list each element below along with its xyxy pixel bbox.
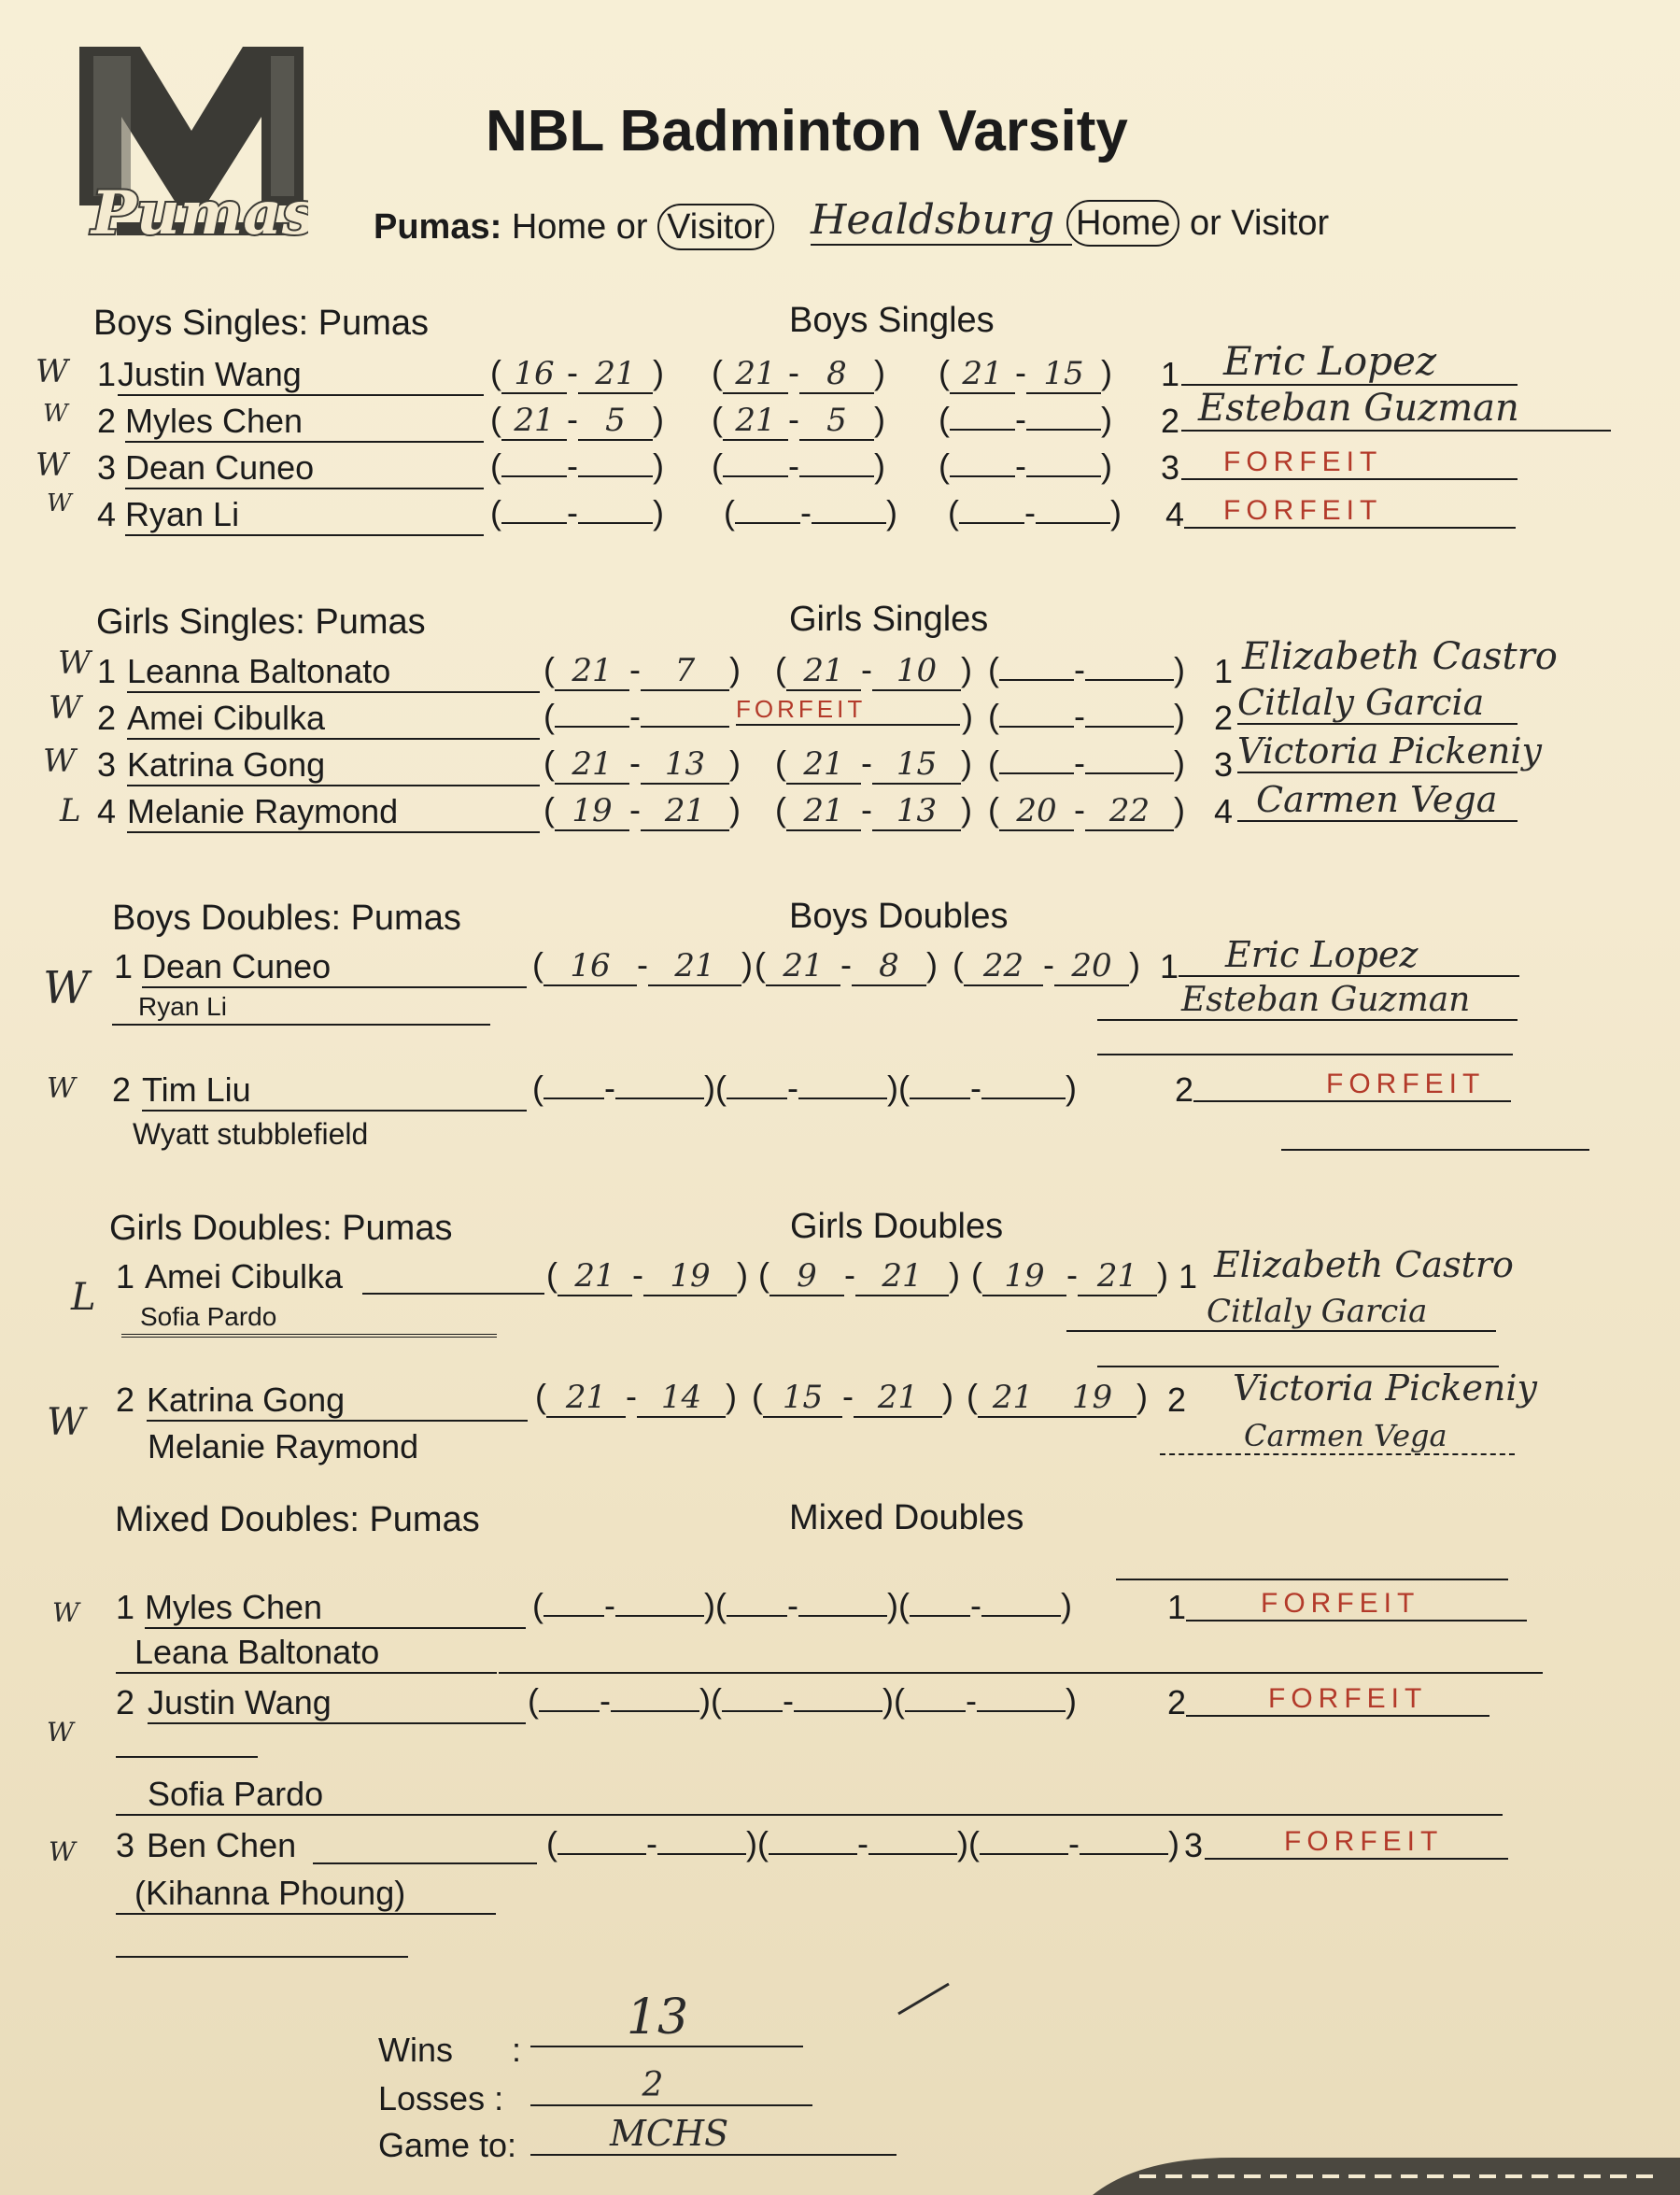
header-right xyxy=(1066,204,1329,244)
row-number: 2 xyxy=(97,699,117,737)
opponent-player: Citlaly Garcia xyxy=(1237,682,1518,725)
score-cell: 8 xyxy=(799,355,874,394)
game-to-label: Game to: xyxy=(378,2126,517,2164)
boys-singles-opp-heading: Boys Singles xyxy=(789,301,995,340)
opponent-forfeit: FORFEIT xyxy=(1184,495,1516,529)
game-1-score: ( 21 - 13 ) xyxy=(544,743,741,783)
girls-doubles-heading: Girls Doubles: Pumas xyxy=(109,1209,453,1248)
score-cell: 15 xyxy=(872,745,961,785)
game-1-score: ( 16 - 21 ) xyxy=(490,353,664,392)
result-mark: W xyxy=(43,743,76,780)
score-cell: 21 xyxy=(723,402,788,441)
score-cell: 21 xyxy=(648,947,741,986)
score-cell: 16 xyxy=(501,355,567,394)
result-mark: W xyxy=(43,962,90,1014)
game-1-score: ( - xyxy=(544,697,729,736)
name-line xyxy=(362,1293,544,1295)
puma-player-2: Ryan Li xyxy=(138,992,227,1021)
row-number: 4 xyxy=(97,495,117,533)
score-cell xyxy=(615,1615,704,1617)
puma-player-2: Melanie Raymond xyxy=(148,1427,419,1466)
score-cell: 13 xyxy=(872,792,961,831)
score-cell: 21 xyxy=(786,745,861,785)
score-cell xyxy=(798,1098,887,1099)
game-1-score: ( - )( - )( - ) xyxy=(532,1069,1077,1107)
game-2-score: ( 21 - 8 ) xyxy=(755,945,938,984)
opp-line xyxy=(1097,1054,1513,1055)
score-cell xyxy=(799,475,874,477)
score-cell: 13 xyxy=(641,745,729,785)
score-cell xyxy=(1026,429,1101,431)
puma-player-1: Tim Liu xyxy=(142,1070,527,1112)
score-cell xyxy=(578,475,653,477)
puma-player: Katrina Gong xyxy=(127,745,540,786)
result-mark: W xyxy=(43,400,68,428)
boys-doubles-heading: Boys Doubles: Pumas xyxy=(112,899,461,938)
opponent-forfeit: FORFEIT xyxy=(1186,1588,1527,1621)
result-mark: W xyxy=(35,353,68,390)
result-mark: W xyxy=(52,1597,79,1628)
wins-value: 13 xyxy=(530,1990,803,2047)
score-cell xyxy=(769,1853,857,1855)
game-3-score: ( - ) xyxy=(939,400,1112,438)
game-3-score: ( - ) xyxy=(988,743,1185,782)
opponent-player: Victoria Pickeniy xyxy=(1237,730,1543,772)
name-line xyxy=(313,1862,537,1864)
game-3-score: ( 21 19 ) xyxy=(967,1377,1148,1416)
game-1-score: ( 21 - 14 ) xyxy=(535,1377,737,1416)
opponent-player: Carmen Vega xyxy=(1237,779,1518,822)
result-mark: W xyxy=(35,446,68,484)
game-3-score: ( - ) xyxy=(988,650,1185,688)
opponent-player-1: Eric Lopez xyxy=(1179,934,1519,977)
score-cell: 19 xyxy=(643,1257,737,1296)
opp-number: 2 xyxy=(1167,1683,1187,1721)
game-1-score: ( 21 - 19 ) xyxy=(546,1255,748,1295)
puma-player: Leanna Baltonato xyxy=(127,652,540,693)
game-2-score: ) xyxy=(962,697,973,735)
game-3-score: ( 22 - 20 ) xyxy=(953,945,1140,984)
wins-label: Wins xyxy=(378,2031,453,2069)
score-cell: 21 xyxy=(501,402,567,441)
opp-number: 4 xyxy=(1165,495,1185,533)
opp-number: 3 xyxy=(1184,1826,1204,1864)
score-cell: 21 xyxy=(786,652,861,691)
score-cell: 21 xyxy=(855,1257,949,1296)
mixed-doubles-heading: Mixed Doubles: Pumas xyxy=(115,1500,480,1539)
game-1-score: ( - ) xyxy=(490,493,664,531)
opponent-player: Elizabeth Castro xyxy=(1242,635,1558,678)
score-cell: 21 xyxy=(854,1379,942,1418)
partner-line xyxy=(121,1334,497,1338)
row-number: 1 xyxy=(116,1257,135,1296)
score-cell: 9 xyxy=(769,1257,844,1296)
game-to-value: MCHS xyxy=(530,2113,896,2156)
result-mark: W xyxy=(47,1072,76,1105)
score-cell: 10 xyxy=(872,652,961,691)
opp-number: 2 xyxy=(1167,1381,1187,1419)
puma-player: Dean Cuneo xyxy=(125,448,484,489)
opponent-player-2: Esteban Guzman xyxy=(1097,981,1518,1021)
game-2-score: ( - ) xyxy=(712,446,885,485)
puma-player-2: (Kihanna Phoung) xyxy=(116,1874,496,1915)
puma-player-1: Justin Wang xyxy=(148,1683,526,1724)
game-3-score: ( - ) xyxy=(948,493,1122,531)
score-cell: 15 xyxy=(763,1379,842,1418)
score-cell: 21 xyxy=(978,1379,1048,1418)
score-cell xyxy=(794,1710,882,1712)
game-2-score: ( 21 - 10 ) xyxy=(775,650,972,689)
score-cell xyxy=(1026,475,1101,477)
opp-number: 3 xyxy=(1214,745,1234,784)
pumas-label: Pumas: xyxy=(374,207,502,247)
puma-player: Myles Chen xyxy=(125,402,484,443)
row-number: 2 xyxy=(97,402,117,440)
score-cell xyxy=(615,1098,704,1099)
row-number: 3 xyxy=(97,448,117,487)
opponent-forfeit: FORFEIT xyxy=(1205,1826,1508,1860)
score-cell xyxy=(981,1615,1061,1617)
score-cell xyxy=(868,1853,957,1855)
pen-tick-mark xyxy=(896,1980,953,2018)
puma-player: Amei Cibulka xyxy=(127,699,540,740)
partner-line xyxy=(112,1024,490,1026)
game-scores: ( - )( - )( - ) xyxy=(546,1824,1179,1862)
visitor-circled: Visitor xyxy=(657,204,774,250)
result-mark: W xyxy=(47,1401,86,1444)
game-2-score: ( 9 - 21 ) xyxy=(758,1255,960,1295)
game-scores: ( - )( - )( - ) xyxy=(528,1681,1077,1720)
mixed-doubles-opp-heading: Mixed Doubles xyxy=(789,1498,1024,1537)
pumas-logo xyxy=(75,42,308,257)
opponent-school: Healdsburg xyxy=(811,196,1072,246)
score-cell xyxy=(727,1615,787,1617)
score-cell: 22 xyxy=(1085,792,1174,831)
game-2-score: ( 21 - 15 ) xyxy=(775,743,972,783)
score-cell xyxy=(558,1853,646,1855)
partner-line xyxy=(499,1672,1543,1674)
score-cell xyxy=(735,522,800,524)
score-cell: 21 xyxy=(578,355,653,394)
opp-number: 4 xyxy=(1214,792,1234,830)
score-cell xyxy=(1085,772,1174,774)
score-cell: 21 xyxy=(1078,1257,1157,1296)
score-cell xyxy=(544,1098,604,1099)
score-cell xyxy=(555,726,629,728)
opp-number: 2 xyxy=(1161,402,1180,440)
opp-number: 1 xyxy=(1161,355,1180,393)
score-cell: 21 xyxy=(641,792,729,831)
score-cell: 19 xyxy=(982,1257,1066,1296)
game-1-score: ( 19 - 21 ) xyxy=(544,790,741,829)
puma-player: Justin Wang xyxy=(118,355,484,396)
score-cell xyxy=(959,522,1024,524)
row-number: 2 xyxy=(116,1381,135,1419)
row-number: 1 xyxy=(97,652,117,690)
game-1-score: ( - ) xyxy=(490,446,664,485)
opp-number: 2 xyxy=(1214,699,1234,737)
result-mark: L xyxy=(71,1276,96,1319)
score-cell: 5 xyxy=(578,402,653,441)
game-3-score: ( - ) xyxy=(939,446,1112,485)
score-cell xyxy=(910,1098,970,1099)
score-cell xyxy=(723,475,788,477)
opp-number: 1 xyxy=(1179,1257,1198,1296)
score-cell xyxy=(1080,1853,1168,1855)
score-cell xyxy=(501,475,567,477)
opponent-player: Eric Lopez xyxy=(1181,338,1518,386)
row-number: 1 xyxy=(116,1588,135,1626)
score-cell xyxy=(798,1615,887,1617)
game-3-score: ( 19 - 21 ) xyxy=(971,1255,1168,1295)
opp-number: 1 xyxy=(1214,652,1234,690)
score-cell: 20 xyxy=(1054,947,1129,986)
opponent-player-2: Carmen Vega xyxy=(1160,1418,1515,1455)
game-2-score: ( 21 - 13 ) xyxy=(775,790,972,829)
score-cell xyxy=(999,772,1074,774)
row-number: 1 xyxy=(114,947,134,985)
score-cell xyxy=(999,726,1074,728)
score-cell: 21 xyxy=(558,1257,632,1296)
score-cell: 21 xyxy=(555,745,629,785)
opp-number: 1 xyxy=(1160,947,1179,985)
losses-value: 2 xyxy=(530,2066,812,2106)
game-2-score: ( - ) xyxy=(724,493,897,531)
wins-colon: : xyxy=(512,2031,522,2069)
girls-singles-heading: Girls Singles: Pumas xyxy=(96,602,426,642)
game-1-score: ( 21 - 7 ) xyxy=(544,650,741,689)
form-title: NBL Badminton Varsity xyxy=(486,99,1128,163)
home-or-label: Home or xyxy=(511,207,648,247)
result-mark: W xyxy=(58,644,91,682)
opponent-forfeit: FORFEIT xyxy=(1193,1069,1511,1102)
score-cell xyxy=(727,1098,787,1099)
score-cell: 22 xyxy=(964,947,1043,986)
opponent-player: Esteban Guzman xyxy=(1181,387,1611,432)
game-3-score: ( 21 - 15 ) xyxy=(939,353,1112,392)
puma-player-1: Katrina Gong xyxy=(147,1381,528,1422)
opp-line xyxy=(1281,1149,1589,1151)
puma-player-2: Sofia Pardo xyxy=(116,1775,1503,1816)
game-scores: ( - )( - )( - ) xyxy=(532,1586,1072,1624)
header-line xyxy=(374,207,774,248)
partner-line xyxy=(116,1956,408,1958)
puma-player-2: Wyatt stubblefield xyxy=(133,1117,369,1151)
home-circled: Home xyxy=(1066,200,1179,247)
girls-doubles-opp-heading: Girls Doubles xyxy=(790,1207,1004,1246)
puma-player-1: Dean Cuneo xyxy=(142,947,527,988)
result-mark: W xyxy=(49,689,81,727)
puma-player: Melanie Raymond xyxy=(127,792,540,833)
score-cell: 19 xyxy=(555,792,629,831)
score-cell: 14 xyxy=(637,1379,726,1418)
boys-doubles-opp-heading: Boys Doubles xyxy=(789,897,1009,936)
or-visitor-label: or Visitor xyxy=(1189,204,1330,243)
score-cell: 21 xyxy=(723,355,788,394)
row-number: 2 xyxy=(116,1683,135,1721)
opponent-player-2: Citlaly Garcia xyxy=(1066,1293,1496,1332)
forfeit-mark: FORFEIT xyxy=(736,695,960,726)
girls-singles-opp-heading: Girls Singles xyxy=(789,600,989,639)
score-cell: 21 xyxy=(555,652,629,691)
score-cell xyxy=(611,1710,699,1712)
score-cell xyxy=(1036,522,1110,524)
score-cell xyxy=(910,1615,970,1617)
score-cell xyxy=(977,1710,1066,1712)
puma-player-2: Leana Baltonato xyxy=(116,1633,497,1674)
losses-label: Losses : xyxy=(378,2079,504,2117)
score-cell: 20 xyxy=(999,792,1074,831)
score-cell xyxy=(981,1098,1066,1099)
score-cell xyxy=(578,522,653,524)
score-cell xyxy=(641,726,729,728)
row-number: 2 xyxy=(112,1070,132,1109)
opp-number: 3 xyxy=(1161,448,1180,487)
score-cell: 21 xyxy=(786,792,861,831)
puma-player-1: Myles Chen xyxy=(145,1588,526,1629)
svg-text:Pumas: Pumas xyxy=(92,178,308,248)
game-1-score: ( 21 - 5 ) xyxy=(490,400,664,439)
score-cell: 5 xyxy=(799,402,874,441)
opp-number: 2 xyxy=(1175,1070,1194,1109)
score-cell: 7 xyxy=(641,652,729,691)
score-cell xyxy=(1085,679,1174,681)
score-cell xyxy=(950,429,1015,431)
score-cell xyxy=(1085,726,1174,728)
score-cell xyxy=(501,522,567,524)
score-cell xyxy=(812,522,886,524)
puma-player-1: Ben Chen xyxy=(147,1826,297,1864)
score-cell xyxy=(950,475,1015,477)
opp-line xyxy=(1116,1579,1508,1580)
result-mark: W xyxy=(49,1836,76,1867)
score-cell xyxy=(980,1853,1068,1855)
opponent-player-1: Elizabeth Castro xyxy=(1214,1244,1514,1285)
score-cell: 21 xyxy=(950,355,1015,394)
score-cell xyxy=(657,1853,746,1855)
puma-player-2: Sofia Pardo xyxy=(140,1302,277,1331)
game-2-score: ( 21 - 8 ) xyxy=(712,353,885,392)
score-cell: 15 xyxy=(1026,355,1101,394)
game-2-score: ( 15 - 21 ) xyxy=(752,1377,953,1416)
score-cell: 16 xyxy=(544,947,637,986)
footer-logo-partial xyxy=(1083,2139,1680,2195)
name-line xyxy=(116,1756,258,1758)
score-cell: 21 xyxy=(766,947,840,986)
puma-player-1: Amei Cibulka xyxy=(145,1257,344,1296)
boys-singles-heading: Boys Singles: Pumas xyxy=(93,304,430,343)
result-mark: L xyxy=(60,792,81,829)
row-number: 3 xyxy=(116,1826,135,1864)
result-mark: W xyxy=(47,1717,74,1748)
game-1-score: ( 16 - 21 ) xyxy=(532,945,753,984)
score-cell xyxy=(544,1615,604,1617)
score-cell xyxy=(722,1710,783,1712)
score-cell xyxy=(539,1710,600,1712)
game-3-score: ( - ) xyxy=(988,697,1185,735)
score-cell xyxy=(905,1710,966,1712)
score-cell: 21 xyxy=(546,1379,626,1418)
score-cell: 19 xyxy=(1048,1379,1136,1418)
opponent-player-1: Victoria Pickeniy xyxy=(1233,1367,1538,1409)
puma-player: Ryan Li xyxy=(125,495,484,536)
opp-number: 1 xyxy=(1167,1588,1187,1626)
game-2-score: ( 21 - 5 ) xyxy=(712,400,885,439)
score-cell xyxy=(999,679,1074,681)
row-number: 3 xyxy=(97,745,117,784)
opponent-forfeit: FORFEIT xyxy=(1186,1683,1489,1717)
score-cell: 8 xyxy=(852,947,926,986)
row-number: 4 xyxy=(97,792,117,830)
row-number: 1 xyxy=(97,355,117,393)
game-3-score: ( 20 - 22 ) xyxy=(988,790,1185,829)
result-mark: W xyxy=(47,489,72,517)
opponent-forfeit: FORFEIT xyxy=(1181,446,1518,480)
